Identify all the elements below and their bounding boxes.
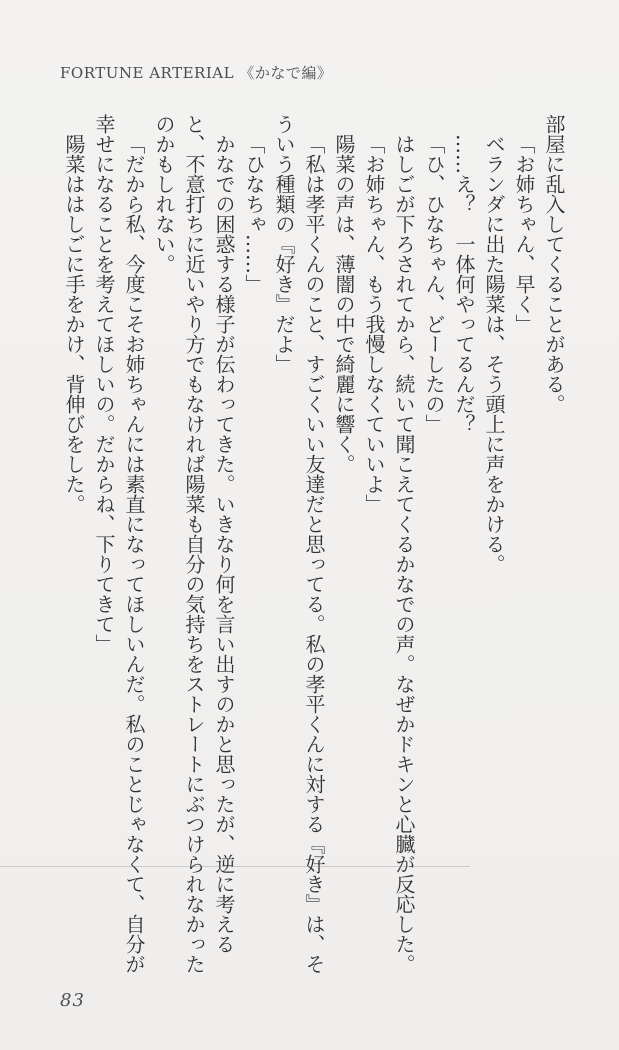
paragraph-dialogue: 「ひ、ひなちゃん、どーしたの」 (422, 134, 446, 434)
paragraph: ベランダに出た陽菜は、そう頭上に声をかける。 (482, 134, 506, 574)
paragraph: 部屋に乱入してくることがある。 (542, 114, 566, 414)
scan-artifact-line (0, 866, 470, 867)
paragraph-dialogue: 「だから私、今度こそお姉ちゃんには素直になってほしいんだ。私のことじゃなくて、自分が幸せになることを考えてほしいの。だからね、下りてきて」 (92, 114, 146, 974)
paragraph-dialogue: 「私は孝平くんのこと、すごくいい友達だと思ってる。私の孝平くんに対する『好き』は、そういう種類の『好き』だよ」 (272, 114, 326, 974)
paragraph-dialogue: 「ひなちゃ……」 (242, 134, 266, 294)
paragraph: はしごが下ろされてから、続いて聞こえてくるかなでの声。なぜかドキンと心臓が反応した。 (392, 134, 416, 974)
page-number: 83 (60, 990, 85, 1011)
paragraph-thought: ……え？ 一体何やってるんだ？ (452, 134, 476, 434)
paragraph: 陽菜ははしごに手をかけ、背伸びをした。 (62, 134, 86, 514)
paragraph: 陽菜の声は、薄闇の中で綺麗に響く。 (332, 134, 356, 474)
novel-text-block (47, 114, 569, 982)
paragraph-dialogue: 「お姉ちゃん、早く」 (512, 134, 536, 334)
running-header: FORTUNE ARTERIAL 《かなで編》 (60, 64, 333, 82)
paragraph: かなでの困惑する様子が伝わってきた。いきなり何を言い出すのかと思ったが、逆に考えると、不意打ちに近いやり方でもなければ陽菜も自分の気持ちをストレートにぶつけられなかったのかもしれない。 (152, 114, 236, 974)
paragraph-dialogue: 「お姉ちゃん、もう我慢しなくていいよ」 (362, 134, 386, 514)
